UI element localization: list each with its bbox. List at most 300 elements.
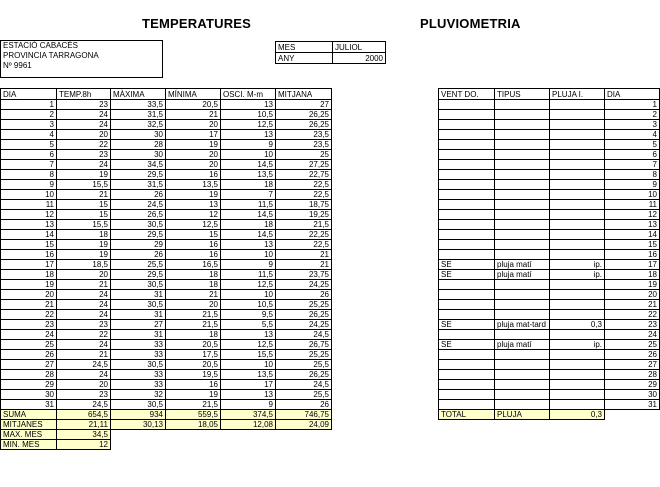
column-header: MÍNIMA <box>166 89 221 100</box>
empty-cell <box>166 430 221 440</box>
temp-value: 20,5 <box>166 340 221 350</box>
column-header: DIA <box>1 89 57 100</box>
temp-day-row <box>1 320 332 330</box>
sum-value: 746,75 <box>276 410 332 420</box>
column-header: TEMP.8h <box>57 89 111 100</box>
temp-value: 24,5 <box>57 360 111 370</box>
temp-value: 21 <box>57 350 111 360</box>
wind-direction <box>439 390 495 400</box>
pluv-day-row <box>439 270 660 280</box>
day-number: 16 <box>1 250 57 260</box>
day-number: 3 <box>1 120 57 130</box>
day-number: 14 <box>605 230 660 240</box>
temp-day-row <box>1 360 332 370</box>
temp-value: 31 <box>111 310 166 320</box>
temp-value: 31,5 <box>111 180 166 190</box>
pluv-day-row <box>439 120 660 130</box>
day-number: 8 <box>605 170 660 180</box>
temp-value: 19 <box>57 240 111 250</box>
temp-value: 12,5 <box>221 120 276 130</box>
day-number: 2 <box>605 110 660 120</box>
wind-direction <box>439 300 495 310</box>
temp-value: 24 <box>57 160 111 170</box>
temp-value: 20 <box>57 380 111 390</box>
temp-value: 18 <box>57 230 111 240</box>
day-number: 11 <box>605 200 660 210</box>
rain-type <box>495 360 550 370</box>
pluviometry-table <box>438 88 660 420</box>
rain-amount: 0,3 <box>550 320 605 330</box>
day-number: 15 <box>1 240 57 250</box>
temp-value: 17,5 <box>166 350 221 360</box>
day-number: 14 <box>1 230 57 240</box>
pluv-day-row <box>439 110 660 120</box>
wind-direction <box>439 380 495 390</box>
temp-value: 23 <box>57 150 111 160</box>
day-number: 22 <box>1 310 57 320</box>
day-number: 18 <box>605 270 660 280</box>
day-number: 10 <box>1 190 57 200</box>
total-rain-row <box>439 410 660 420</box>
rain-amount <box>550 160 605 170</box>
temp-value: 22,5 <box>276 180 332 190</box>
wind-direction <box>439 170 495 180</box>
temp-value: 23,75 <box>276 270 332 280</box>
temp-value: 23 <box>57 100 111 110</box>
rain-type <box>495 310 550 320</box>
wind-direction <box>439 110 495 120</box>
rain-type <box>495 250 550 260</box>
temp-value: 20,5 <box>166 100 221 110</box>
rain-amount: ip. <box>550 270 605 280</box>
day-number: 2 <box>1 110 57 120</box>
temp-day-row <box>1 290 332 300</box>
temp-value: 19,25 <box>276 210 332 220</box>
day-number: 8 <box>1 170 57 180</box>
day-number: 5 <box>1 140 57 150</box>
temp-value: 30 <box>111 130 166 140</box>
wind-direction <box>439 160 495 170</box>
temp-value: 25,25 <box>276 300 332 310</box>
min-mes-row <box>1 440 332 450</box>
temp-value: 24,5 <box>276 330 332 340</box>
day-number: 27 <box>1 360 57 370</box>
min-mes-value: 12 <box>57 440 111 450</box>
temp-value: 25,5 <box>111 260 166 270</box>
day-number: 12 <box>1 210 57 220</box>
temp-value: 28 <box>111 140 166 150</box>
temp-day-row <box>1 150 332 160</box>
temp-day-row <box>1 250 332 260</box>
temp-day-row <box>1 310 332 320</box>
temp-value: 18 <box>166 280 221 290</box>
average-value: 18,05 <box>166 420 221 430</box>
temp-value: 21 <box>57 190 111 200</box>
day-number: 25 <box>605 340 660 350</box>
temp-value: 15,5 <box>57 180 111 190</box>
pluv-header-row <box>439 89 660 100</box>
temp-value: 12 <box>166 210 221 220</box>
temp-value: 21,5 <box>166 310 221 320</box>
pluv-day-row <box>439 230 660 240</box>
temp-value: 24,5 <box>276 380 332 390</box>
temp-value: 11,5 <box>221 270 276 280</box>
empty-cell <box>221 430 276 440</box>
pluv-day-row <box>439 380 660 390</box>
wind-direction: SE <box>439 270 495 280</box>
pluviometria-title: PLUVIOMETRIA <box>420 16 521 31</box>
rain-amount <box>550 390 605 400</box>
temp-value: 33,5 <box>111 100 166 110</box>
temp-day-row <box>1 390 332 400</box>
empty-cell <box>276 440 332 450</box>
column-header: PLUJA I. <box>550 89 605 100</box>
day-number: 19 <box>1 280 57 290</box>
temp-day-row <box>1 180 332 190</box>
pluv-day-row <box>439 160 660 170</box>
period-table <box>275 41 386 64</box>
wind-direction <box>439 240 495 250</box>
column-header: MITJANA <box>276 89 332 100</box>
wind-direction <box>439 310 495 320</box>
temp-value: 20,5 <box>166 360 221 370</box>
temp-value: 14,5 <box>221 230 276 240</box>
temp-day-row <box>1 330 332 340</box>
temp-value: 22,25 <box>276 230 332 240</box>
day-number: 3 <box>605 120 660 130</box>
day-number: 29 <box>1 380 57 390</box>
rain-amount <box>550 210 605 220</box>
rain-amount <box>550 190 605 200</box>
day-number: 9 <box>605 180 660 190</box>
wind-direction <box>439 140 495 150</box>
temp-value: 16 <box>166 240 221 250</box>
temp-value: 19 <box>166 190 221 200</box>
temp-value: 22,5 <box>276 190 332 200</box>
rain-type <box>495 140 550 150</box>
temp-value: 10 <box>221 250 276 260</box>
day-number: 23 <box>1 320 57 330</box>
temp-value: 18 <box>221 220 276 230</box>
temp-value: 15,5 <box>57 220 111 230</box>
temp-value: 13 <box>166 200 221 210</box>
average-value: 21,11 <box>57 420 111 430</box>
temp-day-row <box>1 210 332 220</box>
pluv-day-row <box>439 260 660 270</box>
temp-value: 15 <box>166 230 221 240</box>
rain-amount <box>550 360 605 370</box>
pluv-day-row <box>439 200 660 210</box>
day-number: 13 <box>605 220 660 230</box>
wind-direction <box>439 230 495 240</box>
day-number: 24 <box>1 330 57 340</box>
pluv-day-row <box>439 370 660 380</box>
temp-value: 16 <box>166 380 221 390</box>
rain-amount <box>550 310 605 320</box>
day-number: 6 <box>1 150 57 160</box>
temp-value: 21 <box>166 290 221 300</box>
temp-value: 30,5 <box>111 220 166 230</box>
rain-type <box>495 130 550 140</box>
pluv-day-row <box>439 300 660 310</box>
day-number: 20 <box>1 290 57 300</box>
temp-value: 31 <box>111 330 166 340</box>
temp-value: 23,5 <box>276 140 332 150</box>
rain-amount <box>550 370 605 380</box>
day-number: 31 <box>605 400 660 410</box>
temp-value: 20 <box>166 120 221 130</box>
sum-value: 559,5 <box>166 410 221 420</box>
rain-type <box>495 160 550 170</box>
day-number: 11 <box>1 200 57 210</box>
pluv-day-row <box>439 390 660 400</box>
empty-cell <box>605 410 660 420</box>
rain-amount: ip. <box>550 260 605 270</box>
wind-direction <box>439 360 495 370</box>
day-number: 25 <box>1 340 57 350</box>
temp-day-row <box>1 340 332 350</box>
rain-amount: ip. <box>550 340 605 350</box>
temp-value: 24 <box>57 340 111 350</box>
temp-value: 21 <box>166 110 221 120</box>
temp-value: 24 <box>57 300 111 310</box>
pluv-day-row <box>439 290 660 300</box>
temp-value: 19 <box>166 390 221 400</box>
temp-value: 23 <box>57 390 111 400</box>
rain-amount <box>550 120 605 130</box>
pluv-day-row <box>439 100 660 110</box>
temp-day-row <box>1 200 332 210</box>
rain-amount <box>550 280 605 290</box>
temp-day-row <box>1 300 332 310</box>
rain-type <box>495 240 550 250</box>
day-number: 4 <box>1 130 57 140</box>
pluv-day-row <box>439 320 660 330</box>
empty-cell <box>166 440 221 450</box>
temp-value: 17 <box>221 380 276 390</box>
max-mes-value: 34,5 <box>57 430 111 440</box>
temp-value: 16 <box>166 170 221 180</box>
temp-day-row <box>1 220 332 230</box>
temp-value: 7 <box>221 190 276 200</box>
temp-value: 22,5 <box>276 240 332 250</box>
rain-type <box>495 400 550 410</box>
temp-value: 12,5 <box>221 340 276 350</box>
temp-value: 25,25 <box>276 350 332 360</box>
day-number: 28 <box>605 370 660 380</box>
wind-direction <box>439 200 495 210</box>
temp-day-row <box>1 370 332 380</box>
temp-value: 23 <box>57 320 111 330</box>
temp-value: 34,5 <box>111 160 166 170</box>
rain-amount <box>550 140 605 150</box>
day-number: 12 <box>605 210 660 220</box>
temp-value: 26,25 <box>276 370 332 380</box>
rain-amount <box>550 230 605 240</box>
temp-value: 25 <box>276 150 332 160</box>
wind-direction <box>439 150 495 160</box>
wind-direction <box>439 330 495 340</box>
day-number: 24 <box>605 330 660 340</box>
temp-value: 24 <box>57 310 111 320</box>
day-number: 30 <box>605 390 660 400</box>
temp-value: 14,5 <box>221 160 276 170</box>
rain-type <box>495 190 550 200</box>
temp-day-row <box>1 230 332 240</box>
wind-direction: SE <box>439 340 495 350</box>
temp-value: 9 <box>221 400 276 410</box>
pluv-day-row <box>439 210 660 220</box>
temp-value: 31,5 <box>111 110 166 120</box>
day-number: 20 <box>605 290 660 300</box>
temp-value: 9,5 <box>221 310 276 320</box>
temp-value: 30,5 <box>111 280 166 290</box>
temp-value: 23,5 <box>276 130 332 140</box>
rain-type <box>495 150 550 160</box>
temp-value: 18,75 <box>276 200 332 210</box>
temp-value: 30,5 <box>111 360 166 370</box>
day-number: 28 <box>1 370 57 380</box>
temp-value: 26 <box>276 400 332 410</box>
rain-type <box>495 300 550 310</box>
temp-value: 11,5 <box>221 200 276 210</box>
rain-type <box>495 230 550 240</box>
temp-value: 20 <box>57 270 111 280</box>
temp-value: 25,5 <box>276 390 332 400</box>
column-header: OSCI. M-m <box>221 89 276 100</box>
day-number: 1 <box>1 100 57 110</box>
rain-type <box>495 100 550 110</box>
wind-direction <box>439 290 495 300</box>
rain-amount <box>550 170 605 180</box>
rain-amount <box>550 350 605 360</box>
wind-direction <box>439 190 495 200</box>
wind-direction: SE <box>439 320 495 330</box>
temp-value: 14,5 <box>221 210 276 220</box>
temp-value: 13,5 <box>221 370 276 380</box>
temp-value: 20 <box>57 130 111 140</box>
day-number: 7 <box>1 160 57 170</box>
pluv-day-row <box>439 150 660 160</box>
temp-value: 26 <box>276 290 332 300</box>
rain-type <box>495 350 550 360</box>
day-number: 13 <box>1 220 57 230</box>
day-number: 7 <box>605 160 660 170</box>
temp-value: 25,5 <box>276 360 332 370</box>
day-number: 26 <box>605 350 660 360</box>
pluv-day-row <box>439 170 660 180</box>
sum-value: 934 <box>111 410 166 420</box>
rain-amount <box>550 250 605 260</box>
temp-day-row <box>1 350 332 360</box>
temp-value: 20 <box>166 300 221 310</box>
temp-value: 33 <box>111 370 166 380</box>
rain-amount <box>550 330 605 340</box>
temp-value: 13 <box>221 390 276 400</box>
day-number: 21 <box>1 300 57 310</box>
temp-value: 26,5 <box>111 210 166 220</box>
temp-value: 22 <box>57 330 111 340</box>
rain-amount <box>550 180 605 190</box>
empty-cell <box>221 440 276 450</box>
temp-value: 29,5 <box>111 170 166 180</box>
station-province: PROVINCIA TARRAGONA <box>3 51 99 60</box>
column-header: MÀXIMA <box>111 89 166 100</box>
day-number: 4 <box>605 130 660 140</box>
temperatures-table <box>0 88 332 450</box>
temp-value: 10,5 <box>221 300 276 310</box>
rain-type <box>495 120 550 130</box>
wind-direction <box>439 130 495 140</box>
temp-value: 21,5 <box>166 400 221 410</box>
day-number: 23 <box>605 320 660 330</box>
pluv-day-row <box>439 310 660 320</box>
rain-type <box>495 210 550 220</box>
rain-amount <box>550 100 605 110</box>
month-label: MES <box>276 42 333 53</box>
sum-value: 654,5 <box>57 410 111 420</box>
wind-direction <box>439 210 495 220</box>
total-rain-value: 0,3 <box>550 410 605 420</box>
rain-type: pluja matí <box>495 260 550 270</box>
rain-type <box>495 170 550 180</box>
temp-day-row <box>1 160 332 170</box>
temp-value: 13,5 <box>221 170 276 180</box>
temp-day-row <box>1 240 332 250</box>
temp-day-row <box>1 170 332 180</box>
pluv-day-row <box>439 330 660 340</box>
temp-day-row <box>1 100 332 110</box>
temp-value: 18 <box>166 330 221 340</box>
temp-value: 30,5 <box>111 400 166 410</box>
day-number: 6 <box>605 150 660 160</box>
temp-day-row <box>1 120 332 130</box>
temp-value: 18,5 <box>57 260 111 270</box>
pluv-day-row <box>439 240 660 250</box>
rain-type: pluja matí <box>495 270 550 280</box>
pluv-day-row <box>439 130 660 140</box>
day-number: 5 <box>605 140 660 150</box>
rain-amount <box>550 150 605 160</box>
temp-value: 21,5 <box>276 220 332 230</box>
rain-amount <box>550 240 605 250</box>
temp-value: 10 <box>221 150 276 160</box>
wind-direction <box>439 120 495 130</box>
day-number: 21 <box>605 300 660 310</box>
day-number: 10 <box>605 190 660 200</box>
total-label: TOTAL <box>439 410 495 420</box>
temp-value: 20 <box>166 150 221 160</box>
day-number: 29 <box>605 380 660 390</box>
wind-direction <box>439 370 495 380</box>
pluv-day-row <box>439 140 660 150</box>
temp-value: 32,5 <box>111 120 166 130</box>
temp-value: 16,5 <box>166 260 221 270</box>
day-number: 18 <box>1 270 57 280</box>
max-mes-label: MAX. MES <box>1 430 57 440</box>
pluv-day-row <box>439 350 660 360</box>
rain-amount <box>550 130 605 140</box>
temp-day-row <box>1 400 332 410</box>
temp-value: 33 <box>111 350 166 360</box>
temp-value: 26,25 <box>276 120 332 130</box>
rain-type: pluja mat-tard <box>495 320 550 330</box>
rain-type <box>495 180 550 190</box>
pluv-day-row <box>439 340 660 350</box>
temp-value: 24 <box>57 290 111 300</box>
day-number: 16 <box>605 250 660 260</box>
temp-value: 24 <box>57 120 111 130</box>
